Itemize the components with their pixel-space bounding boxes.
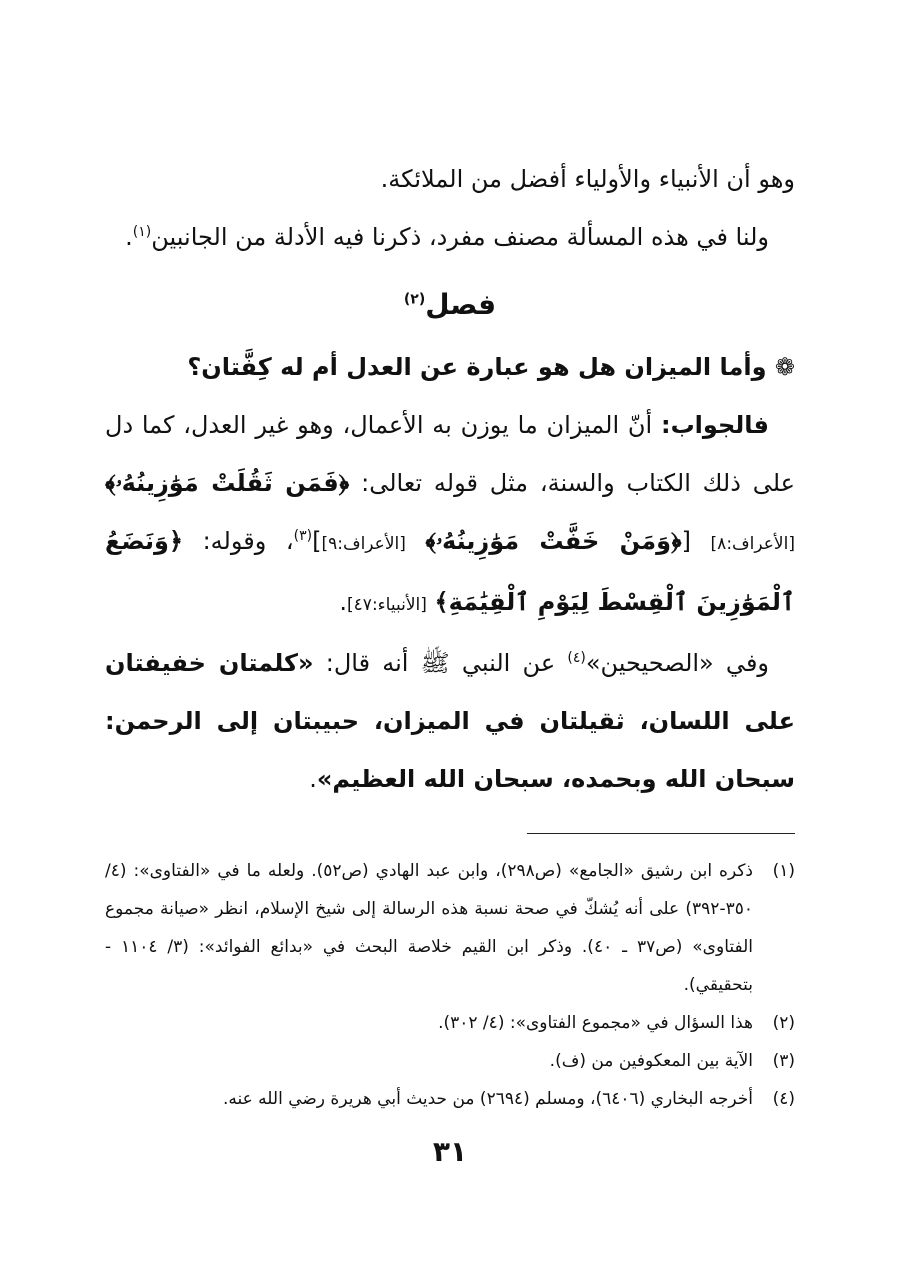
footnote-ref-3[interactable]: (٣) <box>293 528 313 544</box>
footnote-text: هذا السؤال في «مجموع الفتاوى»: (٤/ ٣٠٢). <box>438 1013 753 1033</box>
paragraph-2-end: . <box>125 223 133 251</box>
footnote-4 <box>105 1080 795 1118</box>
ayah-ref-3: [الأنبياء:٤٧] <box>347 595 427 615</box>
paragraph-2 <box>105 208 795 266</box>
main-text <box>105 150 795 808</box>
paragraph-1 <box>105 150 795 208</box>
footnote-number: (٢) <box>772 1013 795 1033</box>
ayah-1: ﴿فَمَن ثَقُلَتْ مَوَٰزِينُهُۥ﴾ <box>105 469 350 497</box>
footnote-ref-4[interactable]: (٤) <box>567 650 586 666</box>
page-number: ٣١ <box>432 1135 468 1168</box>
question-text: ❁ وأما الميزان هل هو عبارة عن العدل أم له كِفَّتان؟ <box>187 353 795 381</box>
question <box>105 338 795 396</box>
footnote-3 <box>105 1042 795 1080</box>
footnote-2 <box>105 1004 795 1042</box>
section-heading <box>105 272 795 338</box>
footnote-1 <box>105 852 795 1004</box>
footnote-number: (٣) <box>772 1051 795 1071</box>
hadith-mid: عن النبي ﷺ أنه قال: <box>325 649 556 677</box>
hadith-intro: وفي «الصحيحين» <box>585 649 769 677</box>
answer-paragraph <box>105 396 795 634</box>
answer-label: فالجواب: <box>660 411 769 439</box>
footnote-ref-1[interactable]: (١) <box>132 224 152 240</box>
footnote-number: (٤) <box>772 1089 795 1109</box>
hadith-paragraph <box>105 634 795 808</box>
and-saying: ، وقوله: <box>202 527 294 555</box>
ayah-2: ﴿وَمَنْ خَفَّتْ مَوَٰزِينُهُۥ﴾ <box>425 527 682 555</box>
hadith-end: . <box>309 765 317 793</box>
footnote-text: الآية بين المعكوفين من (ف). <box>549 1051 753 1071</box>
footnote-divider <box>527 833 795 834</box>
heading-text: فصل <box>425 288 497 321</box>
footnote-text: ذكره ابن رشيق «الجامع» (ص٢٩٨)، وابن عبد الهادي (ص٥٢). ولعله ما في «الفتاوى»: (٤/ ٣٥٠-٣٩٢) على أنه يُشكّ في صحة نسبة هذه الرسالة إلى شيخ الإسلام، انظر «صيانة مجموع الفتاوى» (ص٣٧ ـ ٤٠). وذكر ابن القيم خلاصة البحث في «بدائع الفوائد»: (٣/ ١١٠٤ - بتحقيقي). <box>105 861 754 995</box>
paragraph-1-text: وهو أن الأنبياء والأولياء أفضل من الملائكة. <box>380 165 795 193</box>
ayah-ref-1: [الأعراف:٨] <box>710 534 795 554</box>
footnote-ref-2[interactable]: (٢) <box>403 291 426 308</box>
paragraph-2-text: ولنا في هذه المسألة مصنف مفرد، ذكرنا فيه الأدلة من الجانبين <box>151 223 769 251</box>
answer-text: أنّ الميزان ما يوزن به الأعمال، وهو غير العدل، كما دل على ذلك الكتاب والسنة، مثل قوله تعالى: <box>105 411 795 497</box>
footnotes <box>105 852 795 1118</box>
footnote-number: (١) <box>772 861 795 881</box>
bracket-open: [ <box>681 527 691 555</box>
bracket-close: ] <box>312 527 322 555</box>
ayah-3: ﴿وَنَضَعُ ٱلْمَوَٰزِينَ ٱلْقِسْطَ لِيَوْمِ ٱلْقِيَٰمَةِ﴾ <box>105 527 795 616</box>
answer-period: . <box>339 588 348 616</box>
hadith-text: «كلمتان خفيفتان على اللسان، ثقيلتان في الميزان، حبيبتان إلى الرحمن: سبحان الله وبحمده، سبحان الله العظيم» <box>105 649 795 793</box>
ayah-ref-2: [الأعراف:٩] <box>321 534 406 554</box>
footnote-text: أخرجه البخاري (٦٤٠٦)، ومسلم (٢٦٩٤) من حديث أبي هريرة رضي الله عنه. <box>222 1089 753 1109</box>
